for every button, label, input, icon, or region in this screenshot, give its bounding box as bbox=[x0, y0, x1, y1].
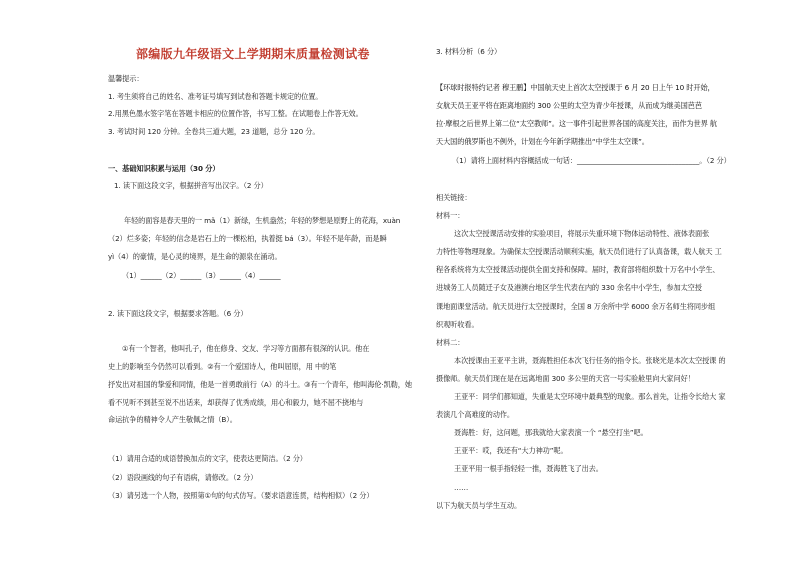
material-1-line: 课地面课堂活动。航天员进行太空授课时，全国 8 万余所中学 6000 余万名师生将同步组 bbox=[436, 302, 716, 311]
material-2-line: 表演几个高难度的动作。 bbox=[436, 410, 514, 419]
q2-subquestion: （1）请用合适的成语替换加点的文字，使表达更简洁。（2 分） bbox=[108, 454, 307, 463]
exam-title: 部编版九年级语文上学期期末质量检测试卷 bbox=[136, 47, 370, 61]
material-2-line: 王亚平：同学们都知道，失重是太空环境中最典型的现象。那么首先，让指令长给大 家 bbox=[454, 392, 726, 401]
q2-paragraph-line: 抒发出对祖国的挚爱和同情，他是一首勇敢前行（A）的斗士。③有一个青年，他叫海伦·凯勒，她 bbox=[108, 380, 412, 389]
question-2: 2. 读下面这段文字，根据要求答题。（6 分） bbox=[108, 309, 248, 318]
q2-paragraph-line: 命运抗争的精神令人产生敬佩之情（B）。 bbox=[108, 415, 237, 424]
news-line: 女航天员王亚平将在距离地面约 300 公里的太空为青少年授课，从而成为继美国芭芭 bbox=[436, 101, 702, 110]
question-3: 3. 材料分析（6 分） bbox=[436, 47, 502, 56]
q2-paragraph-line: 史上的影响至今仍然可以看到。②有一个爱国诗人，他叫屈原，用 中的笔 bbox=[108, 362, 337, 371]
q2-paragraph-line: 看不见听不到甚至说不出话来，却获得了优秀成绩，用心和毅力，她不屈不挠地与 bbox=[108, 398, 364, 407]
material-1-line: 这次太空授课活动安排的实验项目，将展示失重环境下物体运动特性、液体表面张 bbox=[454, 229, 710, 238]
material-2-line: 王亚平用一根手指轻轻一推，聂海胜飞了出去。 bbox=[454, 464, 603, 473]
material-2-line: 以下为航天员与学生互动。 bbox=[436, 501, 522, 510]
material-1-line: 力特性等物理现象。为确保太空授课活动顺利实施，航天员们进行了认真备课，载人航天 工 bbox=[436, 247, 722, 256]
material-2-heading: 材料二： bbox=[436, 338, 465, 347]
section-heading: 一、基础知识积累与运用（30 分） bbox=[108, 164, 220, 173]
notice-item: 3. 考试时间 120 分钟。全卷共三道大题，23 道题，总分 120 分。 bbox=[108, 127, 320, 136]
material-1-line: 进城务工人员随迁子女及港澳台地区学生代表在内的 330 余名中小学生，参加太空授 bbox=[436, 283, 702, 292]
material-1-line: 织观听收看。 bbox=[436, 320, 479, 329]
q1-paragraph-line: yì（4）的豪情，是心灵的境界，是生命的源泉在涌动。 bbox=[108, 252, 282, 261]
material-2-line: 摄像师。航天员们现在是在远离地面 300 多公里的天宫一号实验舱里向大家问好！ bbox=[436, 374, 695, 383]
news-line: 天大国的俄罗斯也不例外，计划在今年新学期推出“中学生太空课”。 bbox=[436, 137, 649, 146]
news-line: 拉·摩根之后世界上第二位“太空教师”。这一事件引起世界各国的高度关注，而作为世界 航 bbox=[436, 119, 717, 128]
q1-answer-blanks: （1）______（2）______（3）______（4）______ bbox=[122, 271, 281, 280]
q1-paragraph-line: （2）烂多姿；年轻的信念是岩石上的一棵松柏，执着挺 bá（3）。年轻不是年龄，而是瞬 bbox=[108, 234, 387, 243]
notice-item: 1. 考生须将自己的姓名、准考证号填写到试卷和答题卡规定的位置。 bbox=[108, 92, 323, 101]
material-2-line: …… bbox=[454, 483, 469, 492]
material-2-line: 聂海胜：好，这问题，那我就给大家表演一个 “悬空打坐”吧。 bbox=[454, 428, 648, 437]
material-2-line: 王亚平：哎，我还有“大力神功”呢。 bbox=[454, 446, 568, 455]
question-1: 1. 读下面这段文字，根据拼音写出汉字。（2 分） bbox=[114, 181, 268, 190]
news-line: 【环球时报特约记者 穆王鹏】中国航天史上首次太空授课于 6 月 20 日上午 10 时开始， bbox=[436, 83, 715, 92]
material-1-line: 程各系统将为太空授课活动提供全面支持和保障。届时，教育部将组织数十万名中小学生、 bbox=[436, 265, 720, 274]
q2-subquestion: （3）请另选一个人物，按照第①句的句式仿写。（要求语意连贯，结构相似）（2 分） bbox=[108, 491, 374, 500]
q1-paragraph-line: 年轻的面容是春天里的一 mǎ（1）新绿，生机盎然；年轻的梦想是原野上的花海，xuàn bbox=[124, 216, 401, 225]
material-1-heading: 材料一： bbox=[436, 211, 465, 220]
links-heading: 相关链接： bbox=[436, 193, 472, 202]
notice-heading: 温馨提示： bbox=[108, 74, 144, 83]
notice-item: 2.用黑色墨水签字笔在答题卡相应的位置作答，书写工整。在试题卷上作答无效。 bbox=[108, 109, 363, 118]
q3-subquestion: （1）请将上面材料内容概括成一句话：___________________________________。（2 分） bbox=[452, 156, 731, 165]
material-2-line: 本次授课由王亚平主讲，聂海胜担任本次飞行任务的指令长。张晓光是本次太空授课 的 bbox=[454, 356, 726, 365]
q2-subquestion: （2）语段画线的句子有语病，请修改。（2 分） bbox=[108, 473, 258, 482]
q2-paragraph-line: ①有一个智者，他叫孔子，他在修身、交友、学习等方面都有很深的认识。他在 bbox=[122, 344, 370, 353]
